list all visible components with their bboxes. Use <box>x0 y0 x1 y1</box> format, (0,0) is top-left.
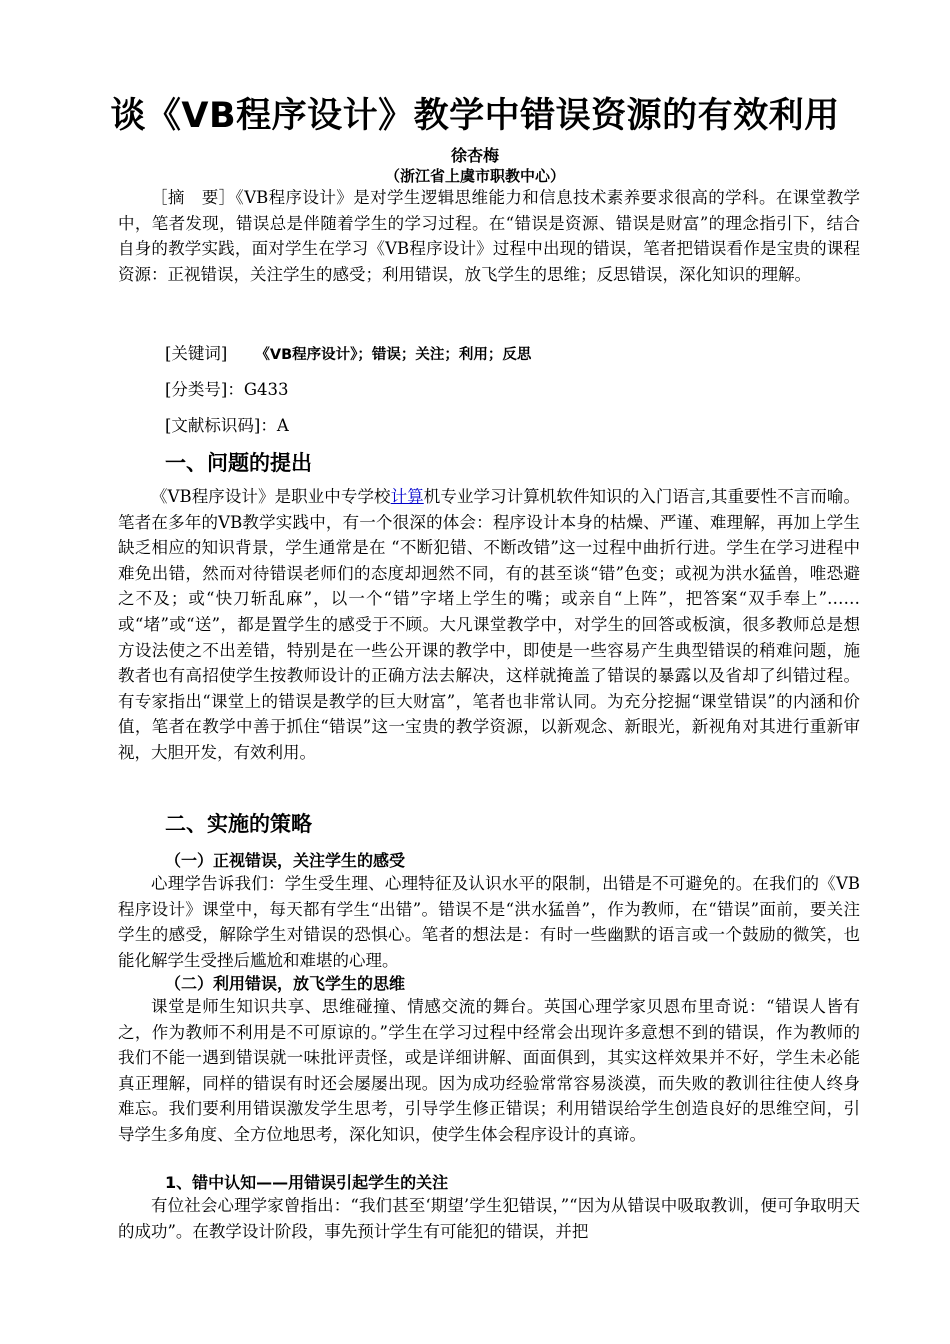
section1-heading: 一、问题的提出 <box>165 451 312 475</box>
doc-code-label: [文献标识码]： <box>165 416 277 435</box>
paper-title: 谈《VB程序设计》教学中错误资源的有效利用 <box>110 96 840 136</box>
section1-text-rest: 机专业学习计算机软件知识的入门语言,其重要性不言而喻。笔者在多年的VB教学实践中，有一个很深的体会：程序设计本身的枯燥、严谨、难理解，再加上学生缺乏相应的知识背景，学生通常是在 “不断犯错、不断改错”这一过程中曲折行进。学生在学习进程中难免出错，然而对待错误老师们的态度却迥然不同，有的甚至谈“错”色变；或视为洪水猛兽，唯恐避之不及；或“快刀斩乱麻”，以一个“错”字堵上学生的嘴；或亲自“上阵”，把答案“双手奉上”……或“堵”或“送”，都是置学生的感受于不顾。大凡课堂教学中，对学生的回答或板演，很多教师总是想方设法使之不出差错，特别是在一些公开课的教学中，即使是一些容易产生典型错误的稍难问题，施教者也有高招使学生按教师设计的正确方法去解决，这样就掩盖了错误的暴露以及省却了纠错过程。有专家指出“课堂上的错误是教学的巨大财富”，笔者也非常认同。为充分挖掘“课堂错误”的内涵和价值，笔者在教学中善于抓住“错误”这一宝贵的教学资源，以新观念、新眼光，新视角对其进行重新审视，大胆开发，有效利用。 <box>118 487 860 762</box>
author-affiliation: （浙江省上虞市职教中心） <box>384 167 565 185</box>
keywords-label: [关键词] <box>165 344 228 363</box>
computing-link[interactable]: 计算 <box>390 487 424 506</box>
subsection2-paragraph: 课堂是师生知识共享、思维碰撞、情感交流的舞台。英国心理学家贝恩布里奇说：“错误人皆有之，作为教师不利用是不可原谅的。”学生在学习过程中经常会出现许多意想不到的错误，作为教师的我们不能一遇到错误就一味批评责怪，或是详细讲解、面面俱到，其实这样效果并不好，学生未必能真正理解，同样的错误有时还会屡屡出现。因为成功经验常常容易淡漠，而失败的教训往往使人终身难忘。我们要利用错误激发学生思考，引导学生修正错误；利用错误给学生创造良好的思维空间，引导学生多角度、全方位地思考，深化知识，使学生体会程序设计的真谛。 <box>118 997 860 1144</box>
abstract-label: ［摘 要］ <box>151 188 236 207</box>
keywords-text: 《VB程序设计》；错误；关注；利用；反思 <box>255 347 532 363</box>
section1-paragraph <box>118 484 860 766</box>
abstract-text: 《VB程序设计》是对学生逻辑思维能力和信息技术素养要求很高的学科。在课堂教学中，笔者发现，错误总是伴随着学生的学习过程。在“错误是资源、错误是财富”的理念指引下，结合自身的教学实践，面对学生在学习《VB程序设计》过程中出现的错误，笔者把错误看作是宝贵的课程资源：正视错误，关注学生的感受；利用错误，放飞学生的思维；反思错误，深化知识的理解。 <box>118 188 861 284</box>
subsection3-paragraph: 有位社会心理学家曾指出：“我们甚至‘期望’学生犯错误，”“因为从错误中吸取教训，便可争取明天的成功”。在教学设计阶段，事先预计学生有可能犯的错误，并把 <box>118 1196 860 1241</box>
section1-text-start: 《VB程序设计》是职业中专学校 <box>151 487 391 506</box>
subsection2-heading: （二）利用错误，放飞学生的思维 <box>165 974 406 993</box>
classification-label: [分类号]： <box>165 380 244 399</box>
subsection1-paragraph: 心理学告诉我们：学生受生理、心理特征及认识水平的限制，出错是不可避免的。在我们的《VB程序设计》课堂中，每天都有学生“出错”。错误不是“洪水猛兽”，作为教师，在“错误”面前，要关注学生的感受，解除学生对错误的恐惧心。笔者的想法是：有时一些幽默的语言或一个鼓励的微笑，也能化解学生受挫后尴尬和难堪的心理。 <box>118 874 860 970</box>
classification-line <box>165 376 289 400</box>
author-name: 徐杏梅 <box>450 146 499 165</box>
keywords-line <box>165 340 531 364</box>
section2-heading: 二、实施的策略 <box>165 812 312 836</box>
abstract-paragraph <box>118 185 860 287</box>
doc-code-line <box>165 412 289 436</box>
doc-code-value: A <box>276 416 289 435</box>
classification-value: G433 <box>243 380 289 399</box>
subsection3-heading: 1、错中认知——用错误引起学生的关注 <box>165 1173 449 1192</box>
subsection1-heading: （一）正视错误，关注学生的感受 <box>165 851 406 870</box>
